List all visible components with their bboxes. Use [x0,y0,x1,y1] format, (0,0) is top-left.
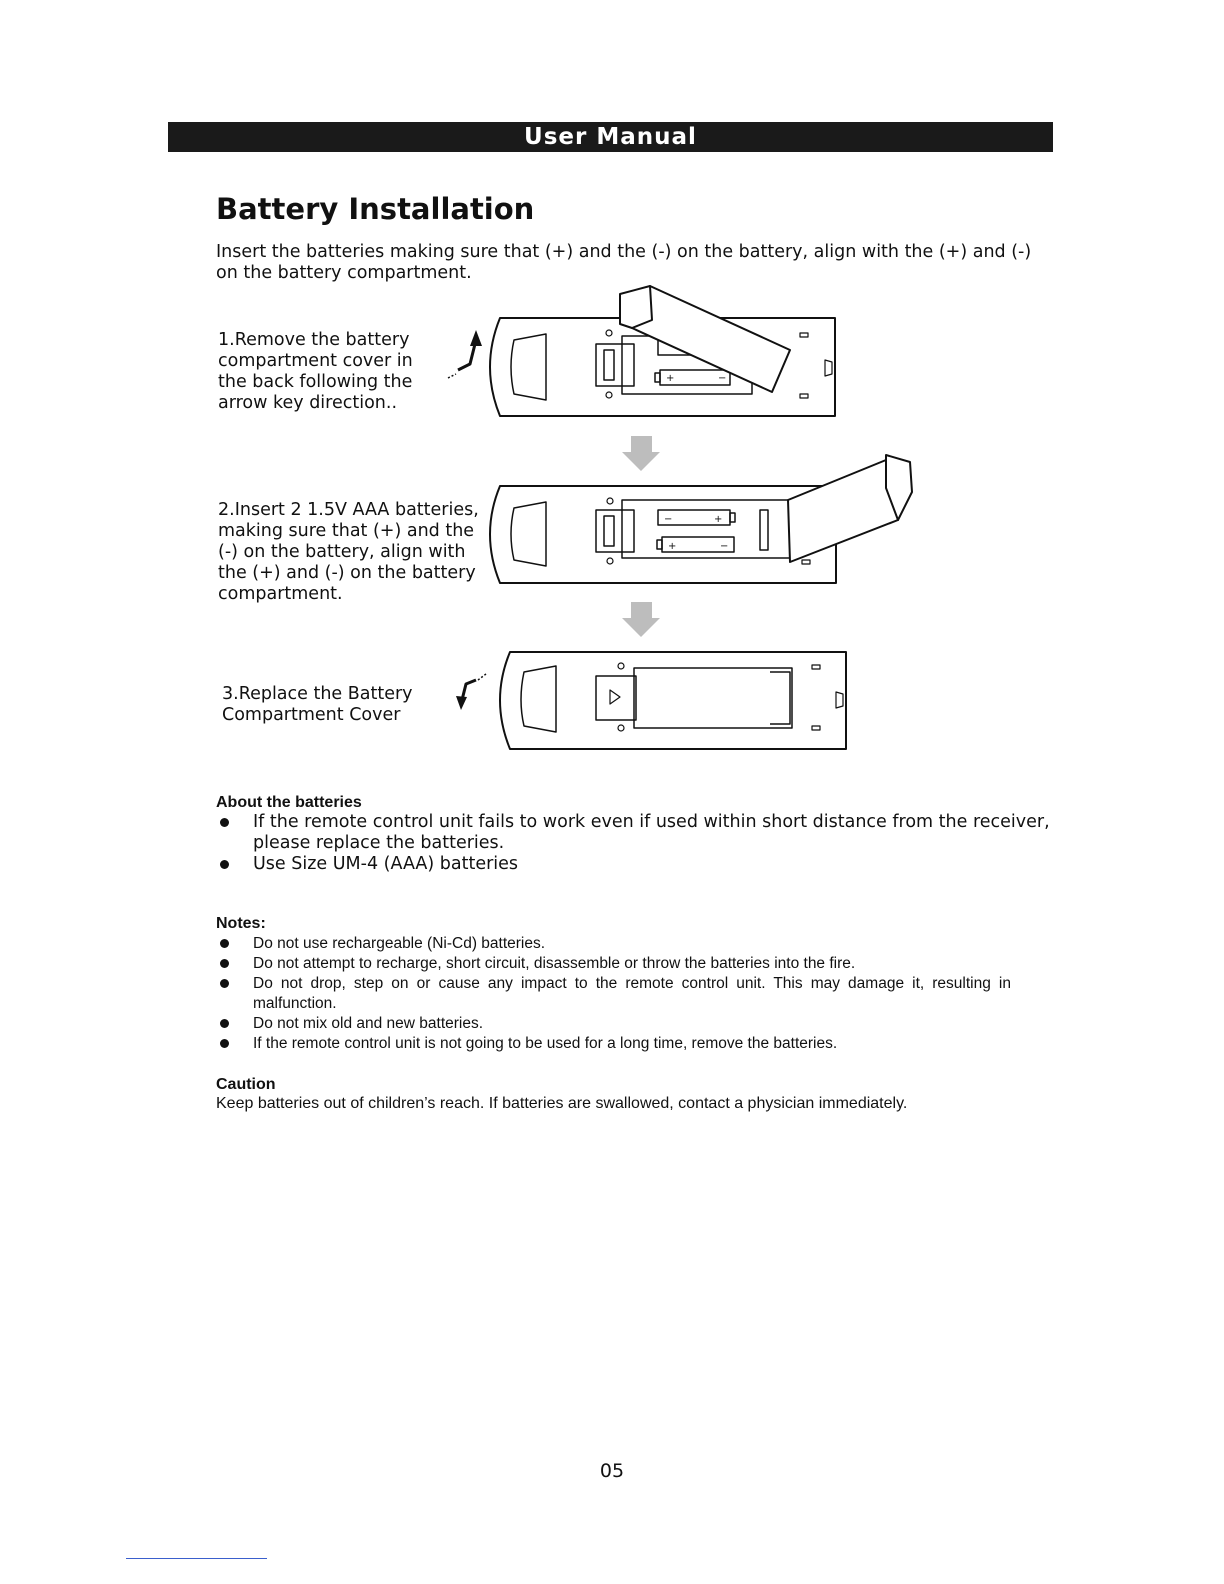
list-item: Do not mix old and new batteries. [216,1014,1011,1034]
remote-step-1 [490,286,835,416]
screw-hole [606,330,612,336]
screw-hole [607,498,613,504]
down-arrow-icon [622,436,660,471]
list-item: Do not drop, step on or cause any impact to the remote control unit. This may damage it, resulting in malfunction. [216,974,1011,1014]
remote-step-2 [490,455,912,583]
slot-marker [802,560,810,564]
about-list [216,812,1066,875]
remote-end-panel [521,666,556,732]
caution-text: Keep batteries out of children’s reach. If batteries are swallowed, contact a physician immediately. [216,1095,908,1112]
screw-hole [618,725,624,731]
list-item: If the remote control unit fails to work even if used within short distance from the receiver, please replace the batteries. [216,812,1066,854]
battery-terminal [655,373,660,382]
slot-marker [812,665,820,669]
step-2-text: 2.Insert 2 1.5V AAA batteries, making sure that (+) and the (-) on the battery, align with the (+) and (-) on the battery compartment. [218,500,479,604]
remote-end-panel [511,334,546,400]
battery-minus-label: − [720,541,729,552]
down-arrow-icon [622,602,660,637]
battery-installation-illustration [0,0,1224,780]
battery-minus-label: − [664,514,673,525]
compartment-clip-inner [604,516,614,546]
list-item: Do not attempt to recharge, short circuit, disassemble or throw the batteries into the fire. [216,954,1011,974]
list-item: Do not use rechargeable (Ni-Cd) batteries. [216,934,1011,954]
spring-contact [760,510,768,550]
remote-step-3 [500,652,846,749]
battery-plus-label: + [714,514,723,525]
screw-hole [607,558,613,564]
step-1-text: 1.Remove the battery compartment cover in the back following the arrow key direction.. [218,330,413,413]
screw-hole [606,392,612,398]
battery-plus-label: + [666,373,675,384]
compartment-clip [596,510,634,552]
list-item: If the remote control unit is not going to be used for a long time, remove the batteries. [216,1034,1011,1054]
remote-end-panel [511,502,546,566]
notes-list [216,934,1011,1054]
battery-minus-label: − [718,373,727,384]
caution-heading: Caution [216,1076,276,1093]
compartment-clip-inner [604,350,614,380]
step-3-text: 3.Replace the Battery Compartment Cover [222,684,413,725]
play-notch [610,690,620,704]
page-number: 05 [599,1460,625,1482]
notes-heading: Notes: [216,915,266,932]
latch-notch [825,360,832,376]
compartment-clip [596,344,634,386]
battery-plus-label: + [668,541,677,552]
footer-rule [126,1558,267,1559]
lift-arrow-icon [448,330,482,378]
battery-terminal [730,513,735,522]
header-title: User Manual [524,124,697,150]
slot-marker [812,726,820,730]
battery-cover [788,460,898,562]
latch-notch [836,692,843,708]
screw-hole [618,663,624,669]
battery-cover-closed [634,668,792,728]
battery-terminal [657,540,662,549]
slot-marker [800,333,808,337]
page-title: Battery Installation [216,192,535,226]
intro-text: Insert the batteries making sure that (+) and the (-) on the battery, align with the (+) and (-) on the battery compartment. [216,242,1032,283]
list-item: Use Size UM-4 (AAA) batteries [216,854,1066,875]
replace-arrow-icon [456,674,486,710]
about-heading: About the batteries [216,794,362,811]
compartment-clip [596,676,636,720]
slot-marker [800,394,808,398]
cover-tab [620,286,652,328]
cover-edge [770,672,790,724]
